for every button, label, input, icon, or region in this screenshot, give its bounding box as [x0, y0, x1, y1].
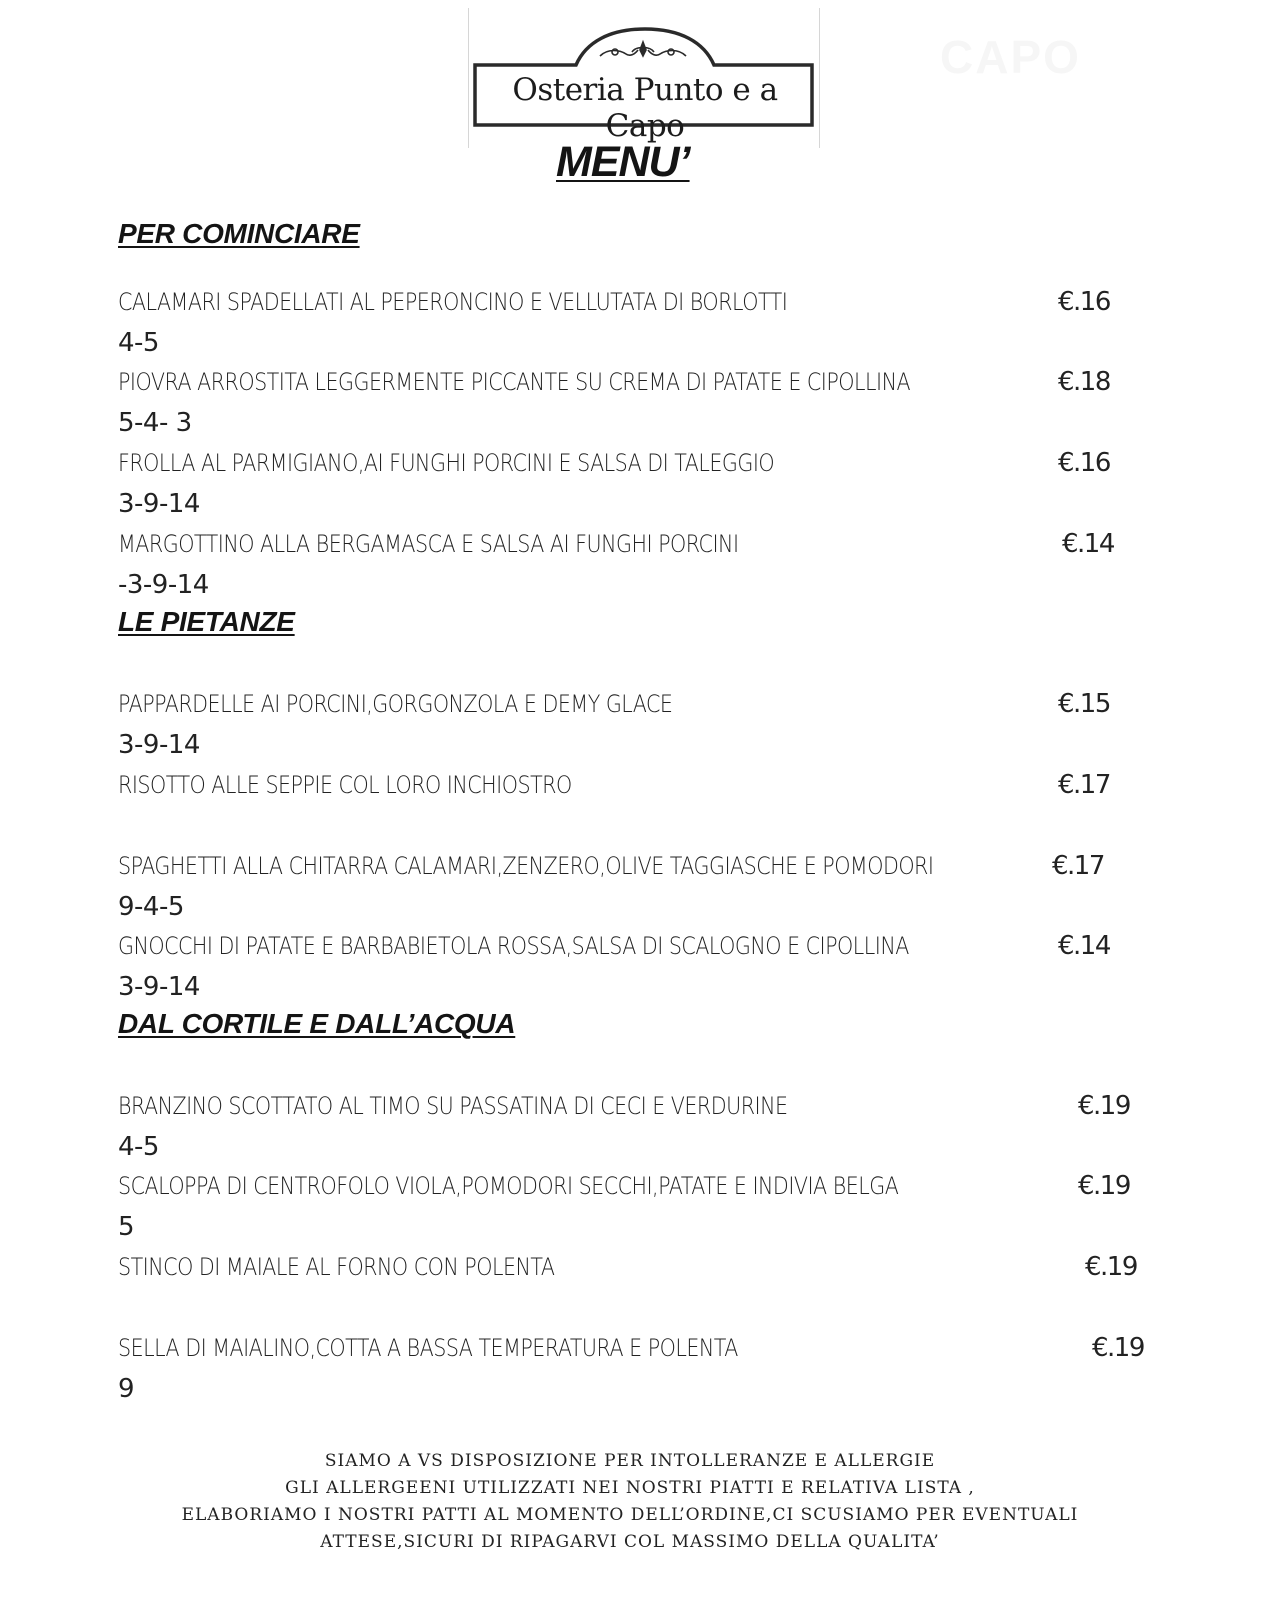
dish-name: STINCO DI MAIALE AL FORNO CON POLENTA: [118, 1253, 555, 1281]
dish-name: SPAGHETTI ALLA CHITARRA CALAMARI,ZENZERO,OLIVE TAGGIASCHE E POMODORI: [118, 852, 934, 880]
allergy-notice: [0, 1448, 1260, 1556]
dish-price: €.19: [1078, 1171, 1130, 1201]
dish-price: €.16: [1058, 287, 1110, 317]
dish-name: SCALOPPA DI CENTROFOLO VIOLA,POMODORI SECCHI,PATATE E INDIVIA BELGA: [118, 1172, 899, 1200]
page-title: MENU’: [556, 138, 690, 186]
section-heading-dal-cortile: DAL CORTILE E DALL’ACQUA: [118, 1008, 516, 1039]
ornament-icon: [600, 42, 686, 56]
section-heading-le-pietanze: LE PIETANZE: [118, 606, 295, 637]
dish-name: CALAMARI SPADELLATI AL PEPERONCINO E VELLUTATA DI BORLOTTI: [118, 288, 788, 316]
dish-allergens: 3-9-14: [118, 730, 200, 760]
allergy-notice-line: ATTESE,SICURI DI RIPAGARVI COL MASSIMO DELLA QUALITA’: [320, 1532, 940, 1552]
dish-price: €.19: [1078, 1091, 1130, 1121]
dish-price: €.14: [1058, 931, 1110, 961]
dish-price: €.14: [1062, 529, 1114, 559]
dish-allergens: 5-4- 3: [118, 408, 192, 438]
dish-name: BRANZINO SCOTTATO AL TIMO SU PASSATINA DI CECI E VERDURINE: [118, 1092, 788, 1120]
dish-name: FROLLA AL PARMIGIANO,AI FUNGHI PORCINI E SALSA DI TALEGGIO: [118, 449, 775, 477]
allergy-notice-line: GLI ALLERGEENI UTILIZZATI NEI NOSTRI PIATTI E RELATIVA LISTA ,: [285, 1478, 975, 1498]
dish-allergens: 3-9-14: [118, 972, 200, 1002]
dish-allergens: 9: [118, 1374, 135, 1404]
dish-allergens: 4-5: [118, 1132, 159, 1162]
dish-allergens: 5: [118, 1212, 135, 1242]
allergy-notice-line: SIAMO A VS DISPOSIZIONE PER INTOLLERANZE E ALLERGIE: [324, 1451, 936, 1471]
dish-name: SELLA DI MAIALINO,COTTA A BASSA TEMPERATURA E POLENTA: [118, 1334, 738, 1362]
allergy-notice-line: ELABORIAMO I NOSTRI PATTI AL MOMENTO DELL’ORDINE,CI SCUSIAMO PER EVENTUALI: [181, 1505, 1079, 1525]
dish-name: MARGOTTINO ALLA BERGAMASCA E SALSA AI FUNGHI PORCINI: [118, 530, 739, 558]
dish-price: €.16: [1058, 448, 1110, 478]
dish-price: €.19: [1085, 1252, 1137, 1282]
dish-price: €.15: [1058, 689, 1110, 719]
dish-allergens: 4-5: [118, 328, 159, 358]
dish-allergens: 9-4-5: [118, 892, 184, 922]
dish-name: PIOVRA ARROSTITA LEGGERMENTE PICCANTE SU CREMA DI PATATE E CIPOLLINA: [118, 368, 911, 396]
restaurant-logo-name: Osteria Punto e a Capo: [512, 72, 778, 144]
dish-price: €.17: [1058, 770, 1110, 800]
dish-allergens: 3-9-14: [118, 489, 200, 519]
dish-allergens: -3-9-14: [118, 570, 209, 600]
dish-price: €.19: [1092, 1333, 1144, 1363]
dish-name: GNOCCHI DI PATATE E BARBABIETOLA ROSSA,SALSA DI SCALOGNO E CIPOLLINA: [118, 932, 909, 960]
section-heading-per-cominciare: PER COMINCIARE: [118, 218, 360, 249]
dish-name: PAPPARDELLE AI PORCINI,GORGONZOLA E DEMY GLACE: [118, 690, 673, 718]
dish-price: €.18: [1058, 367, 1110, 397]
ghost-watermark: CAPO: [940, 31, 1081, 83]
dish-name: RISOTTO ALLE SEPPIE COL LORO INCHIOSTRO: [118, 771, 572, 799]
dish-price: €.17: [1052, 851, 1104, 881]
